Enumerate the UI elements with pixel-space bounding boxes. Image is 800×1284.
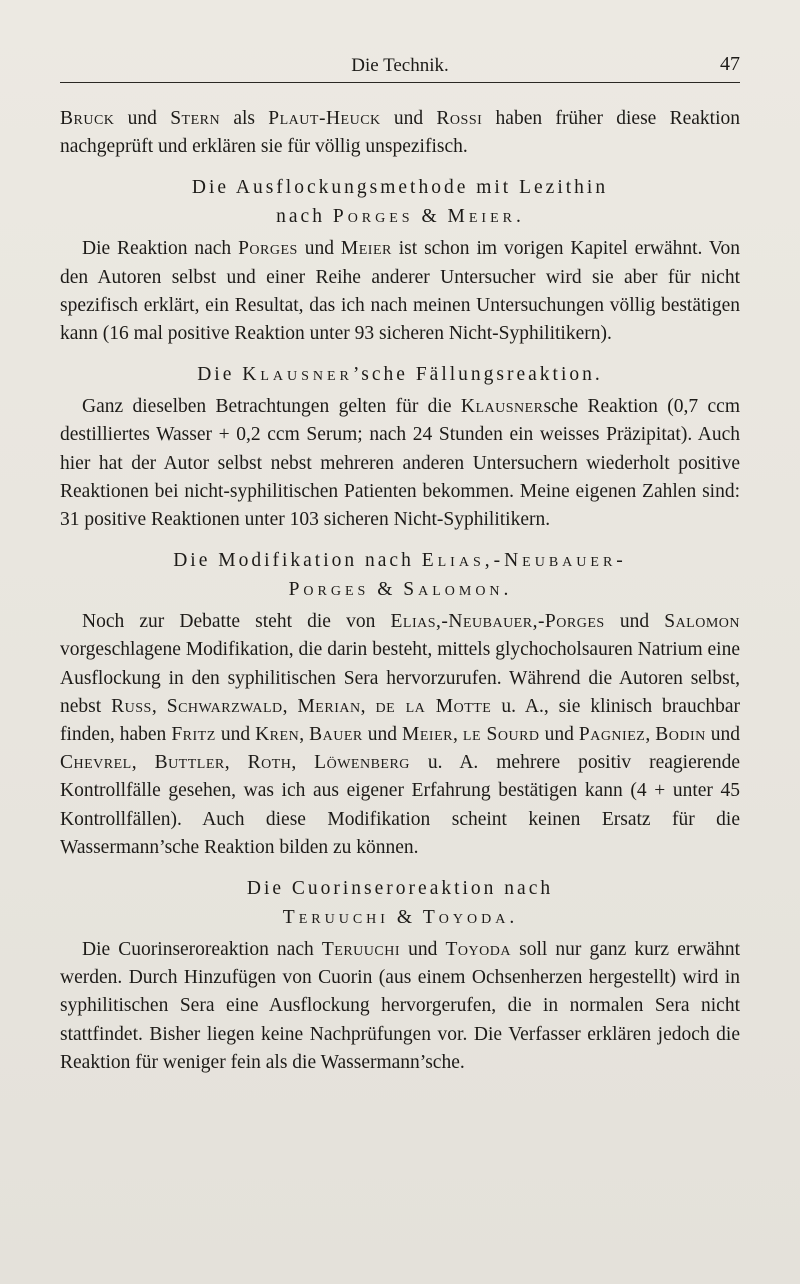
author-name: Kren	[255, 724, 300, 746]
text-run: und	[297, 238, 341, 260]
text-run: &	[369, 579, 404, 601]
text-run: und	[114, 108, 171, 129]
author-name: Buttler	[154, 752, 225, 774]
text-run: soll nur ganz kurz erwähnt werden. Durch Hinzufügen von Cuorin (aus einem Ochsenherzen hergestellt) wird in syphilitischen Sera eine Ausflockung hervorgerufen, die in normalen Sera nicht stattfindet. Bisher liegen keine Nachprüfungen vor. Die Verfasser erklären jedoch die Reaktion für weniger fein als die Wassermann’sche.	[60, 939, 741, 1073]
author-name: Meier	[447, 206, 516, 228]
text-run: und	[215, 724, 256, 746]
author-name: Bruck	[60, 108, 115, 129]
heading-line	[60, 546, 740, 575]
heading-line	[60, 903, 740, 932]
author-name: Porges	[238, 238, 298, 260]
text-run: ,	[645, 724, 656, 746]
author-name: Salomon	[403, 579, 504, 601]
text-run: vorgeschlagene Modifikation, die darin besteht, mittels glychocholsauren Natrium eine Ausflockung in den syphilitischen Sera hervorzurufen. Während die Autoren selbst, nebst	[60, 639, 740, 717]
paragraph-elias	[60, 608, 740, 862]
text-run: Noch zur Debatte steht die von	[82, 611, 391, 633]
text-run: ’sche Fällungsreaktion.	[352, 364, 603, 386]
author-name: Elias,-Neubauer-	[421, 550, 627, 572]
author-name: Porges	[332, 206, 414, 228]
body-text	[60, 105, 740, 1077]
section-heading-klausner	[60, 360, 740, 389]
author-name: Russ	[111, 695, 152, 717]
text-run: ,	[131, 752, 155, 774]
heading-line: Die Ausflockungsmethode mit Lezithin	[191, 177, 609, 199]
author-name: le Sourd	[462, 724, 540, 746]
text-run: ist schon im vorigen Kapitel erwähnt. Von den Autoren selbst und einer Reihe anderer Untersucher wird sie aber für nicht spezifisch erklärt, ein Resultat, das ich nach meinen Untersuchungen völlig bestätigen kann (16 mal positive Reaktion unter 93 sicheren Nicht-Syphilitikern).	[60, 238, 741, 345]
text-run: sche Reaktion (0,7 ccm destilliertes Wasser + 0,2 ccm Serum; nach 24 Stunden ein weisses Präzipitat). Auch hier hat der Autor selbst nebst mehreren anderen Untersuchern wiederholt positive Reaktionen bei nicht-syphilitischen Patienten bekommen. Meine eigenen Zahlen sind: 31 positive Reaktionen unter 103 sicheren Nicht-Syphilitikern.	[60, 396, 740, 531]
author-name: Plaut-Heuck	[268, 108, 381, 129]
text-run: ,	[224, 752, 248, 774]
paragraph-bruck-stern	[60, 105, 740, 161]
author-name: Schwarzwald	[166, 695, 283, 717]
text-run: als	[220, 108, 269, 129]
text-run: Die Modifikation nach	[173, 550, 422, 572]
text-run: ,	[151, 695, 167, 717]
text-run: und	[362, 724, 403, 746]
paragraph-cuorin	[60, 936, 740, 1077]
author-name: de la Motte	[375, 695, 492, 717]
text-run: und	[400, 939, 446, 961]
text-run: und	[539, 724, 579, 746]
author-name: Stern	[170, 108, 221, 129]
author-name: Klausner	[242, 364, 353, 386]
text-run: ,	[282, 695, 298, 717]
author-name: Meier	[402, 724, 453, 746]
text-run: haben früher diese Reaktion nachgeprüft und erklären sie für völlig unspezifisch.	[60, 108, 740, 158]
author-name: Salomon	[664, 611, 741, 633]
text-run: Ganz dieselben Betrachtungen gelten für die	[82, 396, 461, 418]
author-name: Pagniez	[578, 724, 646, 746]
heading-line	[60, 575, 740, 604]
text-run: &	[388, 907, 423, 929]
author-name: Porges	[288, 579, 370, 601]
text-run: ,	[452, 724, 463, 746]
heading-line	[60, 202, 740, 231]
text-run: ,	[299, 724, 310, 746]
text-run: .	[515, 206, 524, 228]
author-name: Rossi	[436, 108, 483, 129]
text-run: u. A. mehrere positiv reagierende Kontrollfälle gesehen, was ich aus eigener Erfahrung bestätigen kann (4 + unter 45 Kontrollfällen). Auch diese Modifikation scheint keinen Ersatz für die Wassermann’sche Reaktion bilden zu können.	[60, 752, 741, 858]
text-run: ,	[360, 695, 376, 717]
author-name: Löwenberg	[314, 752, 410, 774]
text-run: .	[503, 579, 512, 601]
text-run: und	[380, 108, 437, 129]
author-name: Bodin	[655, 724, 706, 746]
text-run: Die Cuorinseroreaktion nach	[82, 939, 322, 961]
text-run: Die	[197, 364, 243, 386]
author-name: Bauer	[309, 724, 363, 746]
text-run: u. A., sie klinisch brauchbar finden, haben	[60, 695, 741, 746]
page-number: 47	[720, 53, 740, 75]
section-heading-ausflockung	[60, 173, 740, 231]
author-name: Toyoda	[445, 939, 511, 961]
author-name: Meier	[340, 238, 392, 260]
section-heading-elias	[60, 546, 740, 604]
text-run: Die Reaktion nach	[82, 238, 239, 260]
author-name: Elias,-Neubauer,-Porges	[390, 611, 605, 633]
heading-line	[60, 360, 740, 389]
running-head: Die Technik.	[351, 55, 449, 76]
author-name: Toyoda	[422, 907, 510, 929]
author-name: Fritz	[171, 724, 216, 746]
author-name: Chevrel	[60, 752, 132, 774]
author-name: Teruuchi	[282, 907, 389, 929]
section-heading-cuorin	[60, 874, 740, 932]
author-name: Klausner	[460, 396, 544, 418]
text-run: und	[705, 724, 740, 746]
heading-line: Die Cuorinseroreaktion nach	[246, 878, 554, 900]
text-run: nach	[276, 206, 333, 228]
author-name: Roth	[247, 752, 292, 774]
page-header	[60, 50, 740, 83]
author-name: Teruuchi	[321, 939, 401, 961]
text-run: und	[604, 611, 665, 633]
paragraph-porges-meier	[60, 235, 740, 348]
text-run: &	[413, 206, 448, 228]
paragraph-klausner	[60, 393, 740, 534]
text-run: ,	[291, 752, 315, 774]
author-name: Merian	[297, 695, 361, 717]
text-run: .	[509, 907, 518, 929]
